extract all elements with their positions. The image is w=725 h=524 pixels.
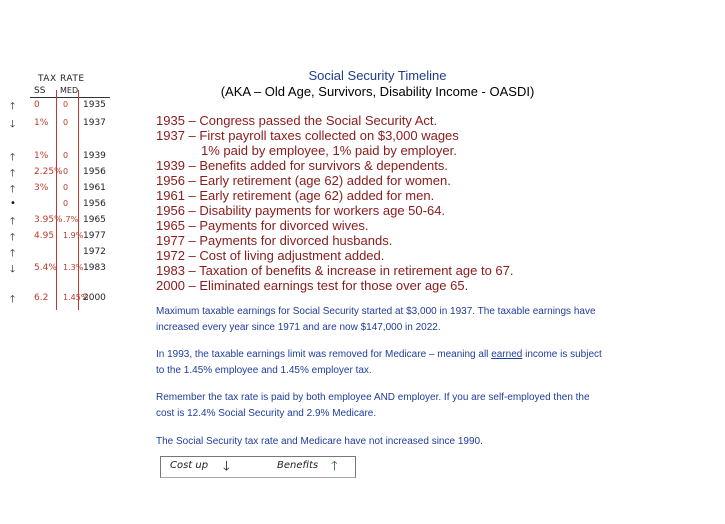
cost-up-label: Cost up bbox=[170, 460, 209, 471]
notes-row bbox=[0, 246, 140, 260]
note-year: 1983 bbox=[83, 263, 106, 273]
up-arrow-icon: 🡑 bbox=[331, 459, 338, 474]
timeline-item: 1983 – Taxation of benefits & increase in retirement age to 67. bbox=[156, 263, 514, 278]
ss-rate: 5.4% bbox=[34, 263, 57, 273]
handwritten-legend-box bbox=[160, 456, 356, 478]
down-arrow-icon: 🡓 bbox=[223, 459, 230, 474]
note-year: 2000 bbox=[83, 293, 106, 303]
timeline-item: 1935 – Congress passed the Social Security Act. bbox=[156, 113, 438, 128]
timeline-item: 2000 – Eliminated earnings test for those over age 65. bbox=[156, 278, 469, 293]
timeline-item: 1961 – Early retirement (age 62) added for men. bbox=[156, 188, 435, 203]
medicare-limit-paragraph bbox=[156, 347, 606, 379]
taxable-earnings-paragraph: Maximum taxable earnings for Social Security started at $3,000 in 1937. The taxable earnings have increased every year since 1971 and are now $147,000 in 2022. bbox=[156, 306, 596, 333]
notes-row bbox=[0, 292, 140, 306]
timeline-item: 1939 – Benefits added for survivors & dependents. bbox=[156, 158, 448, 173]
up-arrow-icon: 🡑 bbox=[10, 101, 16, 112]
notes-row bbox=[0, 99, 140, 113]
down-arrow-icon: 🡓 bbox=[10, 119, 16, 130]
notes-row bbox=[0, 198, 140, 212]
up-arrow-icon: 🡑 bbox=[10, 152, 16, 163]
timeline-item: 1977 – Payments for divorced husbands. bbox=[156, 233, 393, 248]
ss-rate: 6.2 bbox=[34, 293, 49, 303]
med-rate: 1.3% bbox=[63, 263, 84, 272]
down-arrow-icon: 🡓 bbox=[10, 264, 16, 275]
notes-row bbox=[0, 214, 140, 228]
med-rate: 0 bbox=[63, 167, 69, 176]
earned-underlined-word: earned bbox=[491, 349, 523, 360]
note-year: 1972 bbox=[83, 247, 106, 257]
ss-rate: 1% bbox=[34, 151, 49, 161]
notes-row bbox=[0, 182, 140, 196]
notes-row bbox=[0, 262, 140, 276]
notes-row bbox=[0, 230, 140, 244]
note-year: 1965 bbox=[83, 215, 106, 225]
ss-rate: 3% bbox=[34, 183, 49, 193]
up-arrow-icon: 🡑 bbox=[10, 232, 16, 243]
benefits-label: Benefits bbox=[277, 460, 319, 471]
page-title: Social Security Timeline bbox=[308, 68, 447, 83]
note-year: 1937 bbox=[83, 118, 106, 128]
med-rate: 0 bbox=[63, 183, 69, 192]
med-rate: 0 bbox=[63, 199, 69, 208]
up-arrow-icon: 🡑 bbox=[10, 294, 16, 305]
timeline-list bbox=[156, 113, 626, 293]
tax-rate-reminder-paragraph: Remember the tax rate is paid by both employee AND employer. If you are self-employed then the cost is 12.4% Social Security and 2.9% Medicare. bbox=[156, 392, 590, 419]
med-rate: 1.45% bbox=[63, 293, 89, 302]
up-arrow-icon: 🡑 bbox=[10, 184, 16, 195]
page-subtitle: (AKA – Old Age, Survivors, Disability Income - OASDI) bbox=[220, 84, 535, 99]
timeline-item: 1965 – Payments for divorced wives. bbox=[156, 218, 369, 233]
med-rate: .7% bbox=[63, 215, 79, 224]
timeline-item: 1956 – Early retirement (age 62) added for women. bbox=[156, 173, 451, 188]
note-year: 1935 bbox=[83, 100, 106, 110]
up-arrow-icon: 🡑 bbox=[10, 216, 16, 227]
med-column-label: MED bbox=[60, 86, 79, 95]
ss-rate: 1% bbox=[34, 118, 49, 128]
timeline-item: 1937 – First payroll taxes collected on $3,000 wages bbox=[156, 128, 459, 143]
med-rate: 0 bbox=[63, 118, 69, 127]
notes-row bbox=[0, 150, 140, 164]
note-year: 1961 bbox=[83, 183, 106, 193]
ss-rate: 4.95 bbox=[34, 231, 55, 241]
notes-row bbox=[0, 117, 140, 131]
ss-rate: 0 bbox=[34, 100, 40, 110]
tax-rate-heading: TAX RATE bbox=[38, 74, 85, 84]
notes-row bbox=[0, 166, 140, 180]
ss-column-label: SS bbox=[34, 86, 46, 96]
rates-unchanged-paragraph: The Social Security tax rate and Medicare have not increased since 1990. bbox=[156, 436, 483, 447]
med-rate: 0 bbox=[63, 100, 69, 109]
medicare-text-part-1: In 1993, the taxable earnings limit was removed for Medicare – meaning all bbox=[156, 349, 492, 360]
note-year: 1939 bbox=[83, 151, 106, 161]
ss-rate: 3.95% bbox=[34, 215, 63, 225]
up-arrow-icon: 🡑 bbox=[10, 248, 16, 259]
note-year: 1956 bbox=[83, 167, 106, 177]
ss-rate: 2.25% bbox=[34, 167, 63, 177]
med-rate: 1.9% bbox=[63, 231, 84, 240]
timeline-item: 1956 – Disability payments for workers age 50-64. bbox=[156, 203, 446, 218]
note-year: 1956 bbox=[83, 199, 106, 209]
up-arrow-icon: 🡑 bbox=[10, 168, 16, 179]
timeline-item-detail: 1% paid by employee, 1% paid by employer. bbox=[201, 143, 457, 158]
note-year: 1977 bbox=[83, 231, 106, 241]
medicare-text-part-2: income is subject to the 1.45% employee and 1.45% employer tax. bbox=[156, 349, 602, 376]
med-rate: 0 bbox=[63, 151, 69, 160]
timeline-item: 1972 – Cost of living adjustment added. bbox=[156, 248, 385, 263]
dot-icon: • bbox=[10, 198, 16, 209]
